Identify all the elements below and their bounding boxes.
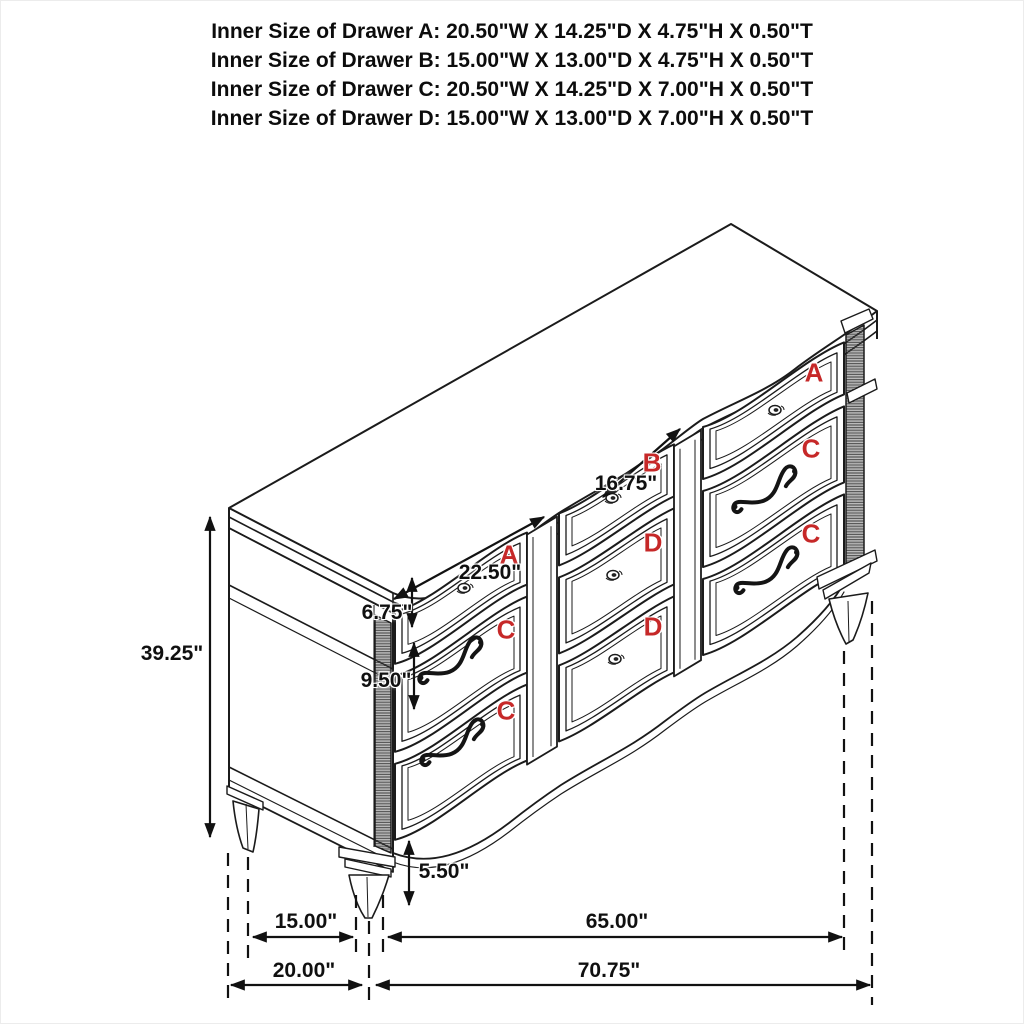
drawer-letter-d-bottom: D (643, 611, 663, 642)
dim-label-overall-depth: 20.00" (272, 959, 336, 982)
dim-label-overall-height: 39.25" (140, 642, 204, 665)
drawer-letter-a-left: A (499, 539, 519, 570)
dim-label-overall-width: 70.75" (577, 959, 641, 982)
dim-label-middle-drawer-width: 16.75" (594, 472, 658, 495)
dresser-line-art (1, 1, 1024, 1024)
drawer-letter-c-right-bottom: C (801, 518, 821, 549)
dim-label-left-drawer-width: 22.50" (458, 561, 522, 584)
drawer-letter-d-middle: D (643, 527, 663, 558)
legend-line-drawer-a: Inner Size of Drawer A: 20.50"W X 14.25"D X 4.75"H X 0.50"T (211, 20, 813, 43)
legend-line-drawer-c: Inner Size of Drawer C: 20.50"W X 14.25"D X 7.00"H X 0.50"T (210, 78, 814, 101)
dim-label-top-drawer-height: 6.75" (361, 601, 413, 624)
dim-label-front-width: 65.00" (585, 910, 649, 933)
legend-line-drawer-b: Inner Size of Drawer B: 15.00"W X 13.00"D X 4.75"H X 0.50"T (210, 49, 814, 72)
dim-label-lower-drawer-height: 9.50" (360, 669, 412, 692)
legend-line-drawer-d: Inner Size of Drawer D: 15.00"W X 13.00"D X 7.00"H X 0.50"T (210, 107, 814, 130)
drawer-letter-c-left-middle: C (496, 614, 516, 645)
drawer-letter-c-right-middle: C (801, 433, 821, 464)
drawer-letter-b-middle: B (642, 447, 662, 478)
drawer-letter-c-left-bottom: C (496, 695, 516, 726)
drawer-letter-a-right: A (804, 357, 824, 388)
dim-label-leg-height: 5.50" (418, 860, 470, 883)
dim-label-side-depth: 15.00" (274, 910, 338, 933)
